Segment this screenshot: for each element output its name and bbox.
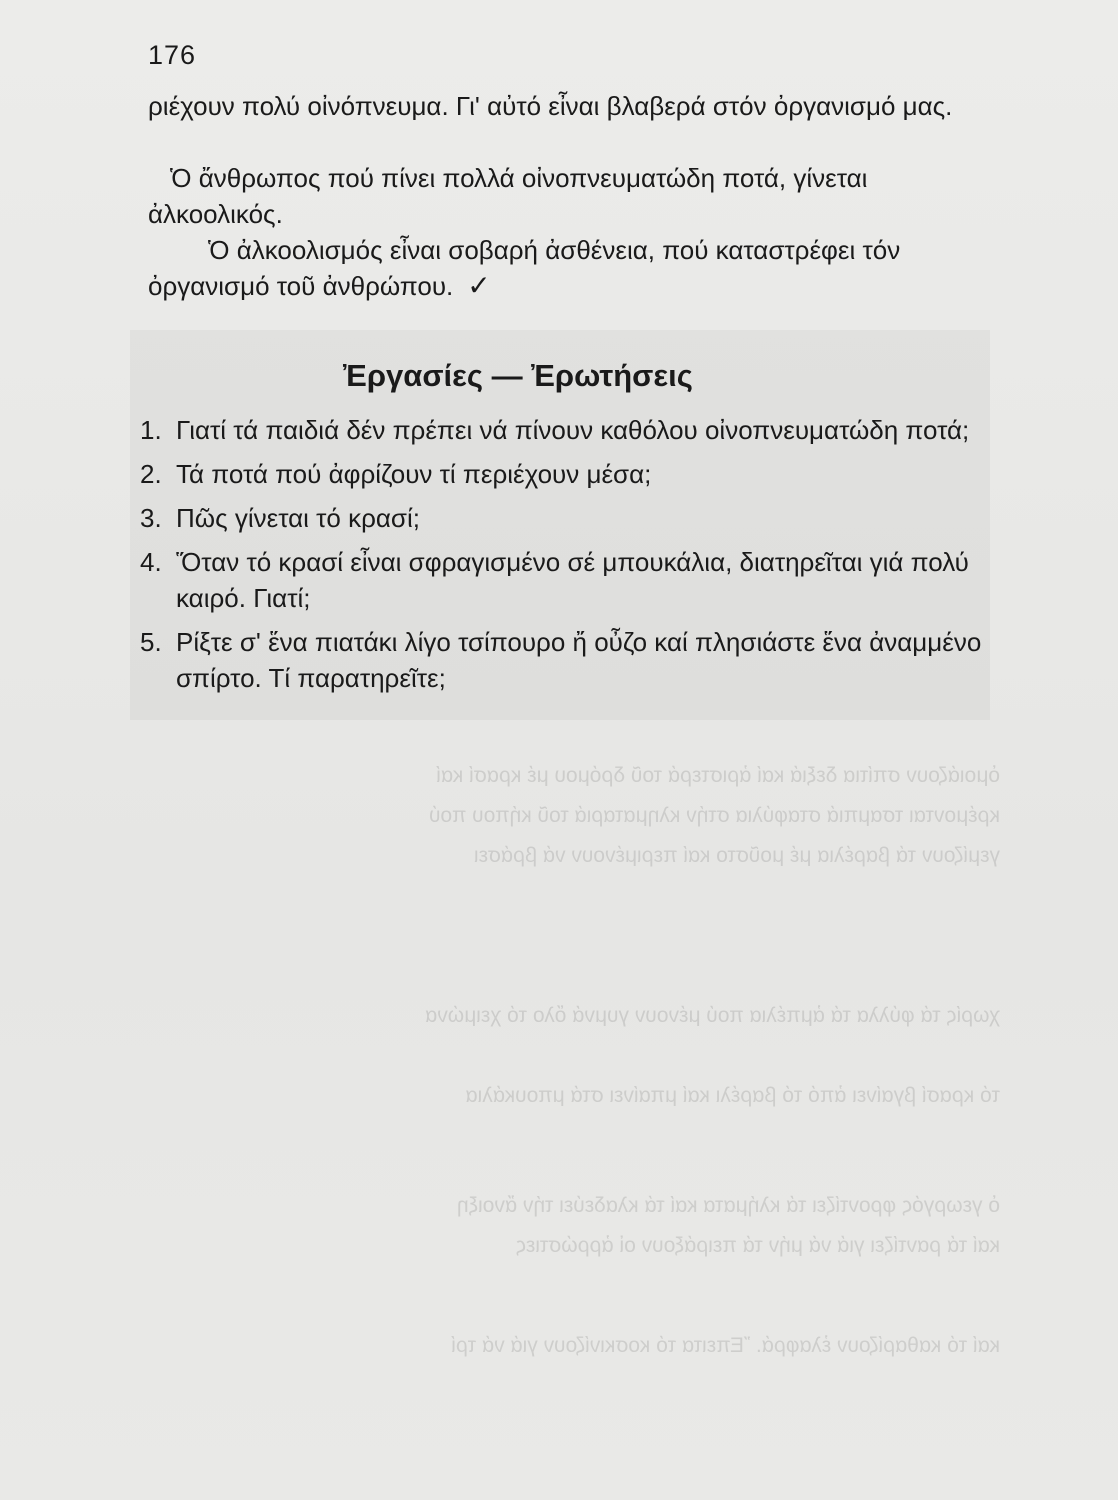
bleed-through-text: γεμίζουν τά βαρέλια μέ μοῦστο καί περιμένουν νά βράσει <box>473 844 1000 867</box>
list-item <box>140 624 990 696</box>
paragraph: ριέχουν πολύ οἰνόπνευμα. Γι' αὐτό εἶναι βλαβερά στόν ὀργανισμό μας. <box>148 91 953 121</box>
question-number: 5. <box>140 627 162 657</box>
list-item <box>140 544 990 616</box>
question-text: Γιατί τά παιδιά δέν πρέπει νά πίνουν καθόλου οἰνοπνευματώδη ποτά; <box>176 415 970 445</box>
list-item <box>140 500 990 536</box>
paragraph-text: Ὁ ἀλκοολισμός εἶναι σοβαρή ἀσθένεια, πού καταστρέφει τόν ὀργανισμό τοῦ ἀνθρώπου. <box>148 235 901 301</box>
question-text: Ρίξτε σ' ἕνα πιατάκι λίγο τσίπουρο ἤ οὖζο καί πλησιάστε ἕνα ἀναμμένο σπίρτο. Τί παρατηρεῖτε; <box>176 627 982 693</box>
question-text: Πῶς γίνεται τό κρασί; <box>176 503 420 533</box>
bleed-through-text: ὁ γεωργός φροντίζει τά κλήματα καί τά κλαδεύει τήν ἄνοιξη <box>457 1194 1000 1217</box>
question-number: 4. <box>140 547 162 577</box>
bleed-through-text: καί τό καθαρίζουν ἐλαφρά. Ἔπειτα τό κοσκινίζουν γιά νά τρί <box>451 1334 1000 1357</box>
paragraph: Ὁ ἄνθρωπος πού πίνει πολλά οἰνοπνευματώδη ποτά, γίνεται ἀλκοολικός. <box>148 163 868 229</box>
list-item <box>140 412 990 448</box>
section-heading: Ἐργασίες — Ἐρωτήσεις <box>343 358 693 393</box>
bleed-through-text: καί τά ραντίζει γιά νά μήν τά πειράξουν οἱ ἀρρώστιες <box>515 1234 1000 1257</box>
bleed-through-text: ὁμοιάζουν σπίτια δεξιά καί ἀριστερά τοῦ δρόμου μέ κρασί καί <box>436 764 1000 787</box>
bleed-through-text: τό κρασί βγαίνει ἀπό τό βαρέλι καί μπαίνει στά μπουκάλια <box>465 1084 1000 1107</box>
question-number: 1. <box>140 415 162 445</box>
question-list <box>140 412 990 704</box>
list-item <box>140 456 990 492</box>
question-number: 2. <box>140 459 162 489</box>
question-text: Ὅταν τό κρασί εἶναι σφραγισμένο σέ μπουκάλια, διατηρεῖται γιά πολύ καιρό. Γιατί; <box>176 547 969 613</box>
bleed-through-text: κρέμονται τσαμπιά σταφύλια στήν κληματαριά τοῦ κήπου πού <box>428 804 1000 827</box>
question-number: 3. <box>140 503 162 533</box>
page-number: 176 <box>148 40 197 70</box>
bleed-through-text: χωρίς τά φύλλα τά ἀμπέλια πού μένουν γυμνά ὅλο τό χειμώνα <box>425 1004 1000 1027</box>
paragraph <box>148 232 988 304</box>
question-text: Τά ποτά πού ἀφρίζουν τί περιέχουν μέσα; <box>176 459 652 489</box>
check-mark-annotation: ✓ <box>467 270 491 301</box>
